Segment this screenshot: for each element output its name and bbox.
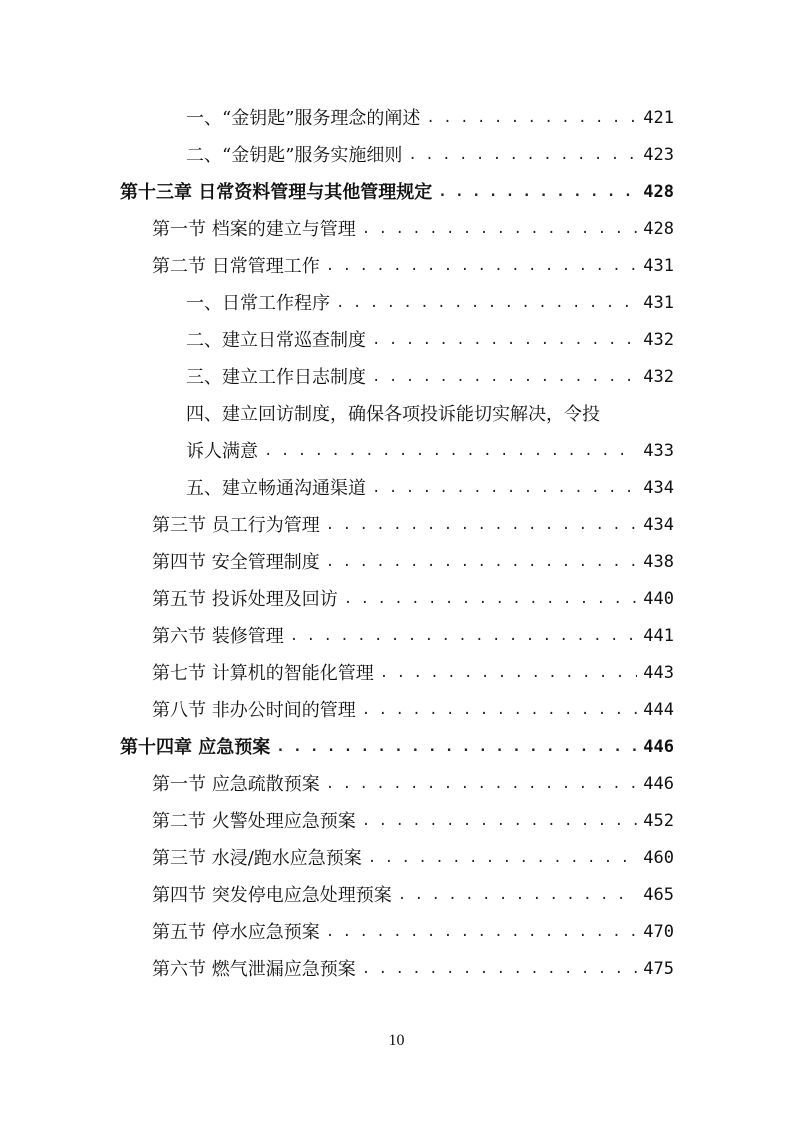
toc-entry[interactable] <box>152 211 674 248</box>
toc-entry[interactable] <box>186 470 674 507</box>
toc-entry-title: 第三节 水浸/跑水应急预案 <box>152 848 362 869</box>
toc-entry-page: 444 <box>643 700 674 720</box>
toc-entry-page: 475 <box>643 959 674 979</box>
toc-leader-dots <box>426 100 637 137</box>
toc-entry[interactable] <box>186 396 674 433</box>
toc-entry-title: 一、“金钥匙”服务理念的阐述 <box>186 108 421 129</box>
toc-entry[interactable] <box>186 322 674 359</box>
toc-chapter-entry[interactable] <box>120 174 674 211</box>
toc-entry-page: 438 <box>643 552 674 572</box>
toc-chapter-entry[interactable] <box>120 729 674 766</box>
toc-entry-title: 一、日常工作程序 <box>186 293 330 314</box>
toc-leader-dots <box>264 433 637 470</box>
toc-entry-page: 434 <box>643 478 674 498</box>
toc-leader-dots <box>362 211 638 248</box>
toc-entry-page: 431 <box>643 256 674 276</box>
toc-entry-title: 第七节 计算机的智能化管理 <box>152 663 374 684</box>
toc-entry-page: 452 <box>643 811 674 831</box>
toc-leader-dots <box>336 285 637 322</box>
toc-entry[interactable] <box>152 877 674 914</box>
toc-leader-dots <box>398 877 638 914</box>
toc-entry-title: 三、建立工作日志制度 <box>186 367 366 388</box>
toc-leader-dots <box>290 618 638 655</box>
toc-entry-page: 446 <box>643 737 674 757</box>
toc-entry-page: 432 <box>643 367 674 387</box>
toc-entry[interactable] <box>152 544 674 581</box>
toc-leader-dots <box>326 544 638 581</box>
toc-leader-dots <box>362 692 638 729</box>
toc-entry[interactable] <box>186 285 674 322</box>
toc-entry-page: 440 <box>643 589 674 609</box>
toc-leader-dots <box>408 137 637 174</box>
toc-entry[interactable] <box>152 766 674 803</box>
toc-entry-title: 第六节 装修管理 <box>152 626 284 647</box>
toc-leader-dots <box>326 914 638 951</box>
toc-entry-title: 第四节 突发停电应急处理预案 <box>152 885 392 906</box>
toc-entry-page: 428 <box>643 182 674 202</box>
toc-leader-dots <box>362 803 638 840</box>
toc-entry-title: 二、“金钥匙”服务实施细则 <box>186 145 403 166</box>
toc-entry-title: 四、建立回访制度，确保各项投诉能切实解决，令投 <box>186 404 600 425</box>
toc-entry-page: 421 <box>643 108 674 128</box>
toc-entry[interactable] <box>152 840 674 877</box>
toc-entry-page: 428 <box>643 219 674 239</box>
toc-entry-page: 465 <box>643 885 674 905</box>
toc-leader-dots <box>380 655 638 692</box>
toc-entry-title: 二、建立日常巡查制度 <box>186 330 366 351</box>
toc-entry-page: 433 <box>643 441 674 461</box>
toc-entry-continuation[interactable] <box>186 433 674 470</box>
toc-entry-page: 460 <box>643 848 674 868</box>
toc-leader-dots <box>344 581 638 618</box>
toc-leader-dots <box>326 507 638 544</box>
toc-leader-dots <box>326 248 638 285</box>
toc-entry-page: 446 <box>643 774 674 794</box>
toc-leader-dots <box>372 359 637 396</box>
toc-entry-title: 第一节 档案的建立与管理 <box>152 219 356 240</box>
toc-entry[interactable] <box>152 914 674 951</box>
toc-entry[interactable] <box>152 803 674 840</box>
toc-leader-dots <box>372 470 637 507</box>
toc-entry[interactable] <box>186 100 674 137</box>
toc-entry[interactable] <box>152 248 674 285</box>
toc-entry-title: 第二节 日常管理工作 <box>152 256 320 277</box>
toc-entry-title: 第二节 火警处理应急预案 <box>152 811 356 832</box>
toc-leader-dots <box>438 174 637 211</box>
toc-entry-title: 第六节 燃气泄漏应急预案 <box>152 959 356 980</box>
toc-entry-title: 第五节 停水应急预案 <box>152 922 320 943</box>
toc-entry-page: 434 <box>643 515 674 535</box>
page-number: 10 <box>388 1032 405 1049</box>
toc-leader-dots <box>276 729 637 766</box>
toc-entry-page: 470 <box>643 922 674 942</box>
toc-entry[interactable] <box>152 951 674 988</box>
toc-entry[interactable] <box>186 359 674 396</box>
toc-entry-title: 第三节 员工行为管理 <box>152 515 320 536</box>
toc-entry-page: 431 <box>643 293 674 313</box>
toc-entry-title: 第八节 非办公时间的管理 <box>152 700 356 721</box>
toc-entry-page: 423 <box>643 145 674 165</box>
toc-entry-title: 第十四章 应急预案 <box>120 737 271 758</box>
toc-entry-title: 第四节 安全管理制度 <box>152 552 320 573</box>
toc-entry[interactable] <box>152 507 674 544</box>
toc-entry-title: 诉人满意 <box>186 441 258 462</box>
toc-entry-title: 五、建立畅通沟通渠道 <box>186 478 366 499</box>
toc-entry-title: 第五节 投诉处理及回访 <box>152 589 338 610</box>
toc-entry-page: 443 <box>643 663 674 683</box>
toc-entry[interactable] <box>152 655 674 692</box>
toc-entry-page: 441 <box>643 626 674 646</box>
toc-entry[interactable] <box>152 692 674 729</box>
toc-entry-title: 第一节 应急疏散预案 <box>152 774 320 795</box>
toc-entry-title: 第十三章 日常资料管理与其他管理规定 <box>120 182 433 203</box>
toc-entry[interactable] <box>152 581 674 618</box>
toc-entry-page: 432 <box>643 330 674 350</box>
toc-leader-dots <box>362 951 638 988</box>
toc-leader-dots <box>372 322 637 359</box>
toc-entry[interactable] <box>152 618 674 655</box>
toc-leader-dots <box>368 840 637 877</box>
toc-leader-dots <box>326 766 638 803</box>
toc-entry[interactable] <box>186 137 674 174</box>
